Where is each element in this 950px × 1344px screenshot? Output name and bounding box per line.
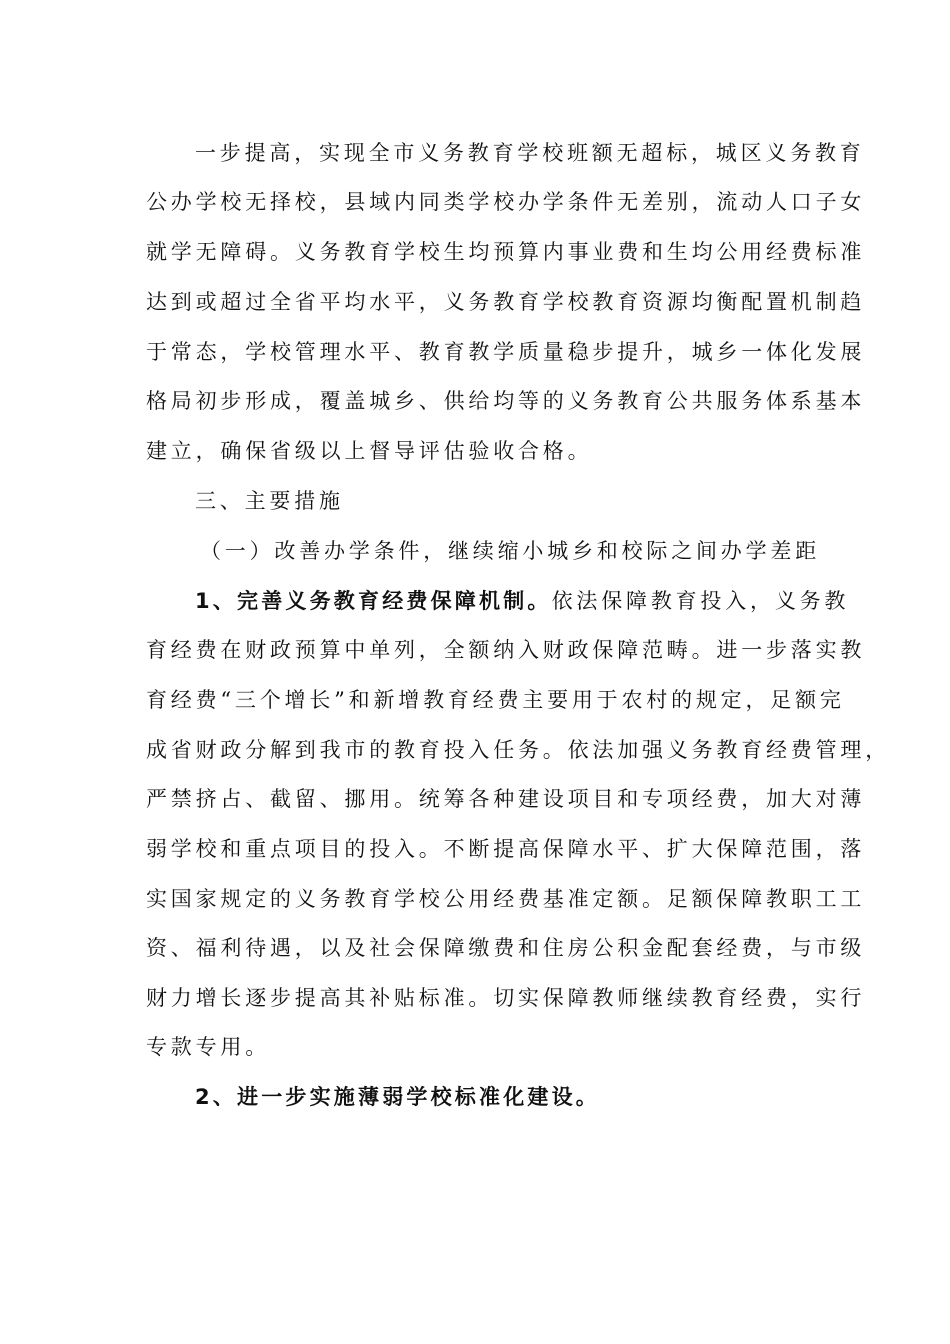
paragraph-line: 成省财政分解到我市的教育投入任务。依法加强义务教育经费管理， bbox=[146, 738, 890, 762]
paragraph-line: 达到或超过全省平均水平，义务教育学校教育资源均衡配置机制趋 bbox=[146, 290, 866, 314]
item-1-title: 1、完善义务教育经费保障机制。 bbox=[195, 589, 552, 613]
item-1-first-line bbox=[195, 587, 849, 615]
item-2-title: 2、进一步实施薄弱学校标准化建设。 bbox=[195, 1085, 601, 1109]
paragraph-line: 就学无障碍。义务教育学校生均预算内事业费和生均公用经费标准 bbox=[146, 240, 866, 264]
paragraph-line: 弱学校和重点项目的投入。不断提高保障水平、扩大保障范围，落 bbox=[146, 837, 866, 861]
paragraph-line: 一步提高，实现全市义务教育学校班额无超标，城区义务教育 bbox=[195, 141, 865, 165]
paragraph-line: 财力增长逐步提高其补贴标准。切实保障教师继续教育经费，实行 bbox=[146, 986, 866, 1010]
paragraph-line: 育经费“三个增长”和新增教育经费主要用于农村的规定，足额完 bbox=[146, 688, 845, 712]
paragraph-line: 专款专用。 bbox=[146, 1035, 270, 1059]
paragraph-line: 育经费在财政预算中单列，全额纳入财政保障范畴。进一步落实教 bbox=[146, 638, 866, 662]
item-2-heading bbox=[195, 1083, 600, 1111]
paragraph-line: 于常态，学校管理水平、教育教学质量稳步提升，城乡一体化发展 bbox=[146, 340, 866, 364]
paragraph-line: 公办学校无择校，县域内同类学校办学条件无差别，流动人口子女 bbox=[146, 190, 866, 214]
paragraph-line: 严禁挤占、截留、挪用。统筹各种建设项目和专项经费，加大对薄 bbox=[146, 787, 866, 811]
paragraph-line: 格局初步形成，覆盖城乡、供给均等的义务教育公共服务体系基本 bbox=[146, 389, 866, 413]
paragraph-line: 建立，确保省级以上督导评估验收合格。 bbox=[146, 439, 593, 463]
item-1-text: 依法保障教育投入，义务教 bbox=[551, 589, 850, 613]
paragraph-line: 资、福利待遇，以及社会保障缴费和住房公积金配套经费，与市级 bbox=[146, 936, 866, 960]
subsection-heading: （一）改善办学条件，继续缩小城乡和校际之间办学差距 bbox=[200, 539, 820, 563]
paragraph-line: 实国家规定的义务教育学校公用经费基准定额。足额保障教职工工 bbox=[146, 887, 866, 911]
section-heading: 三、主要措施 bbox=[195, 489, 344, 513]
